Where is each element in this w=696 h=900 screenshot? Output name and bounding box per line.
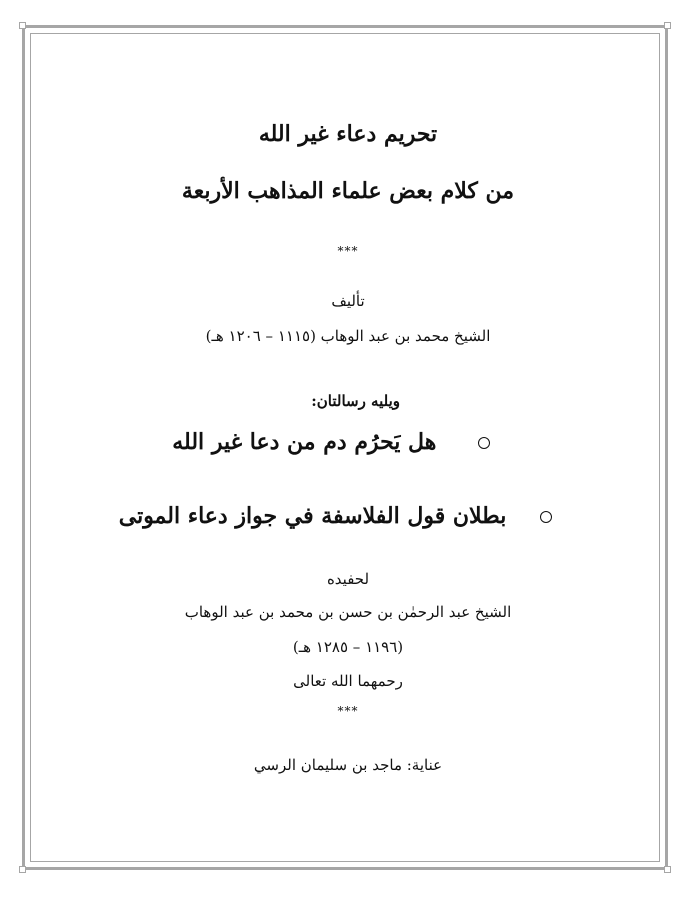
editor-line: عناية: ماجد بن سليمان الرسي	[253, 756, 443, 774]
authorship-label: تأليف	[331, 292, 365, 310]
grandson-label: لحفيده	[326, 570, 370, 588]
bullet-circle-icon	[540, 511, 552, 523]
grandson-name: الشيخ عبد الرحمٰن بن حسن بن محمد بن عبد الوهاب	[184, 603, 512, 621]
author-name: الشيخ محمد بن عبد الوهاب (١١١٥ – ١٢٠٦ هـ)	[205, 327, 491, 345]
separator-stars-bottom: ***	[337, 704, 359, 718]
border-corner-ornament	[664, 866, 671, 873]
prayer-line: رحمهما الله تعالى	[293, 672, 403, 690]
appendix-item-2	[119, 503, 552, 529]
border-corner-ornament	[664, 22, 671, 29]
bullet-circle-icon	[478, 437, 490, 449]
title-line-1: تحريم دعاء غير الله	[258, 121, 438, 147]
appendix-item-1-text: هل يَحرُم دم من دعا غير الله	[172, 429, 437, 455]
grandson-dates: (١١٩٦ – ١٢٨٥ هـ)	[292, 638, 404, 656]
border-corner-ornament	[19, 866, 26, 873]
border-corner-ornament	[19, 22, 26, 29]
appendix-intro: ويليه رسالتان:	[311, 392, 400, 410]
separator-stars-top: ***	[337, 244, 359, 258]
title-line-2: من كلام بعض علماء المذاهب الأربعة	[181, 178, 515, 204]
appendix-item-1	[172, 429, 490, 455]
appendix-item-2-text: بطلان قول الفلاسفة في جواز دعاء الموتى	[118, 503, 507, 529]
